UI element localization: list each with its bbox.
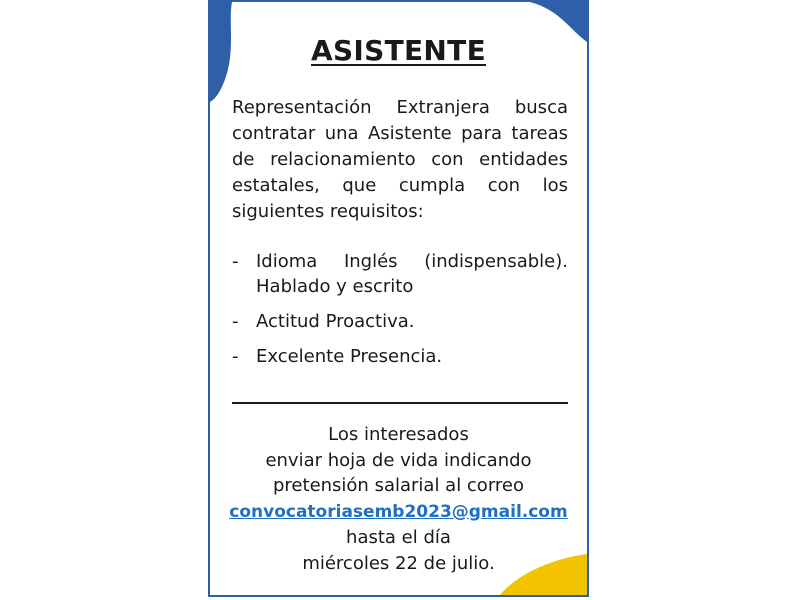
requirement-text: Excelente Presencia.: [256, 346, 443, 367]
contact-line: Los interesados: [328, 424, 469, 445]
section-divider: [232, 402, 568, 404]
requirement-bullet: -: [232, 346, 239, 367]
posting-intro: Representación Extranjera busca contratar una Asistente para tareas de relacionamiento con entidades estatales, que cumpla con los siguientes requisitos:: [232, 97, 568, 222]
requirement-text: Idioma Inglés (indispensable). Hablado y escrito: [256, 251, 568, 297]
job-posting-card: [208, 0, 589, 597]
contact-line: enviar hoja de vida indicando: [265, 449, 532, 471]
requirement-bullet: -: [232, 251, 239, 272]
email-link[interactable]: convocatoriasemb2023@gmail.com: [229, 501, 568, 522]
posting-title: ASISTENTE: [310, 34, 486, 67]
contact-line: pretensión salarial al correo: [273, 475, 524, 496]
contact-line: miércoles 22 de julio.: [302, 552, 495, 574]
requirements-list: [232, 249, 568, 379]
contact-line: hasta el día: [346, 527, 451, 548]
requirement-item: [232, 344, 568, 369]
requirement-bullet: -: [232, 311, 239, 332]
requirement-item: [232, 249, 568, 299]
requirement-text: Actitud Proactiva.: [256, 311, 415, 332]
requirement-item: [232, 309, 568, 334]
contact-info: [210, 422, 587, 576]
